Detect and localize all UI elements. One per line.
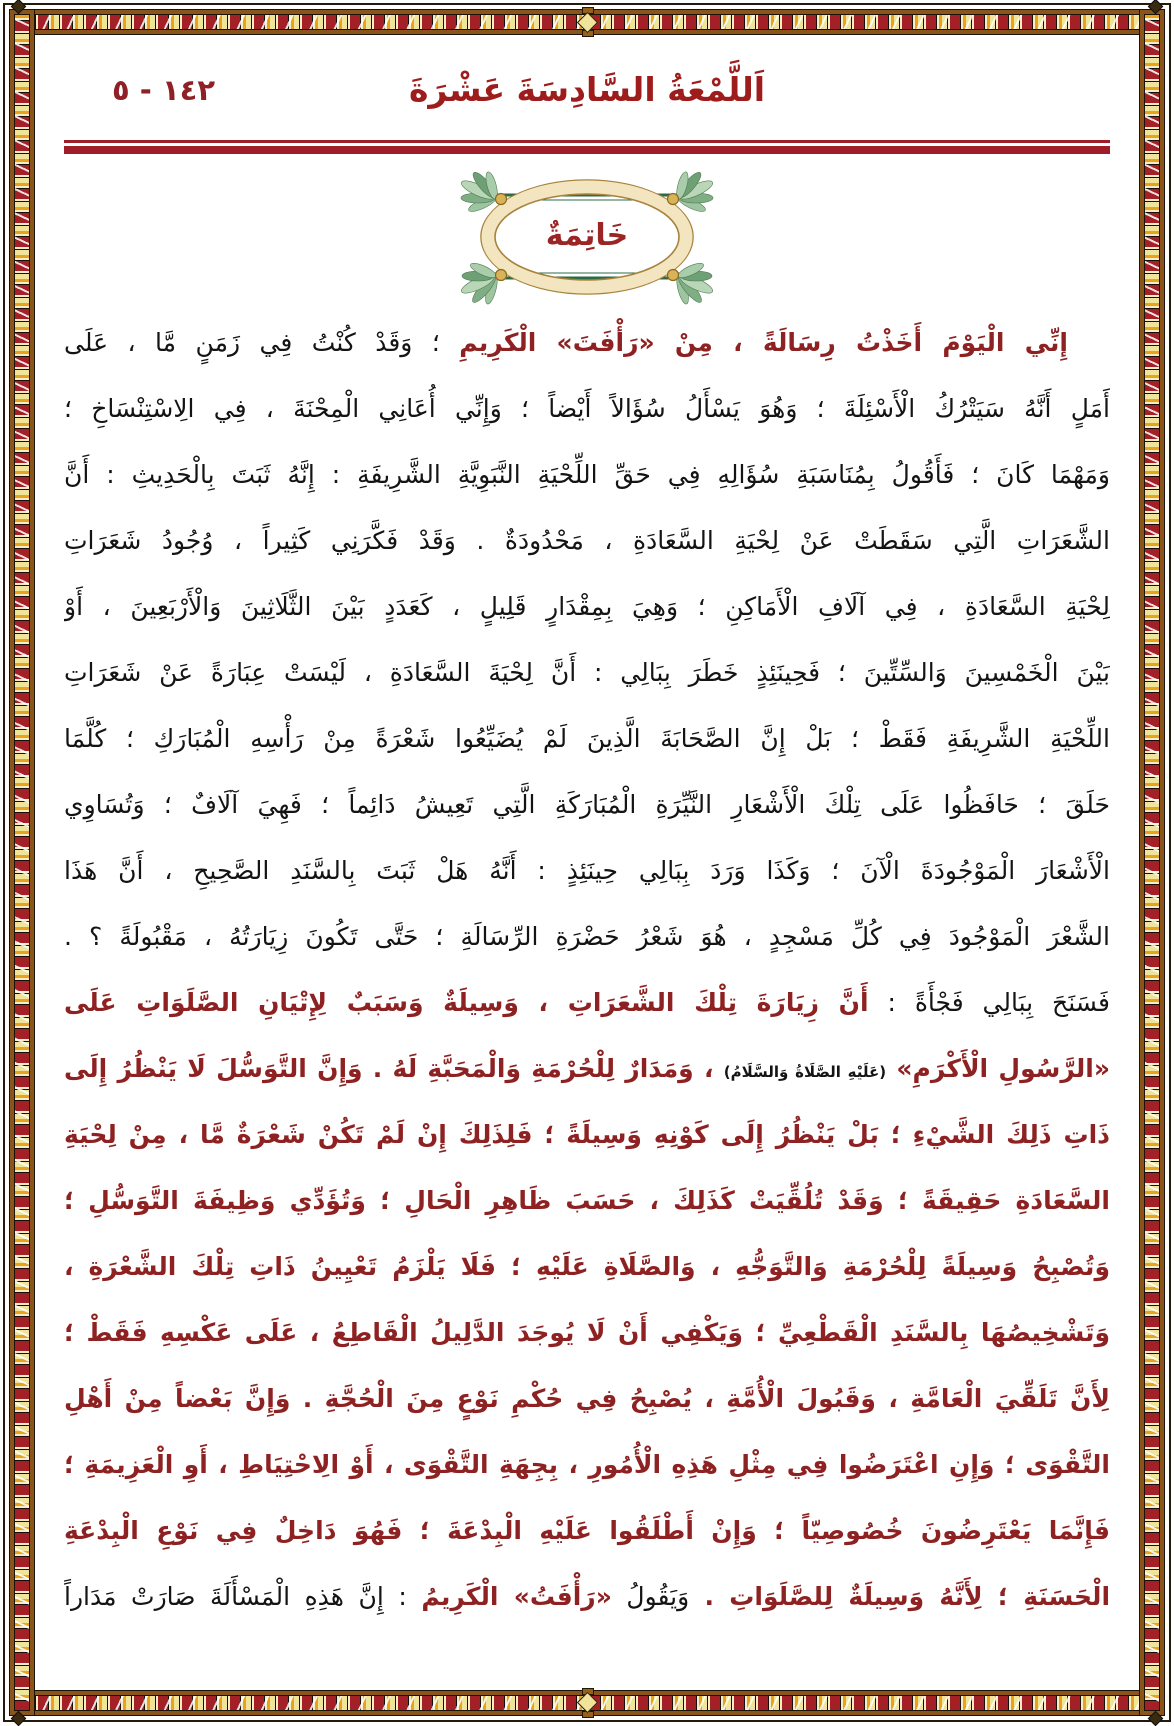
text-segment: الْأَشْعَارَ الْمَوْجُودَةَ الْآنَ ؛ وَكَذَا وَرَدَ بِبَالِي حِينَئِذٍ : أَنَّهُ هَلْ ثَبَتَ بِالسَّنَدِ الصَّحِيحِ ، أَنَّ هَذَا xyxy=(64,856,1110,885)
text-segment: وَتَشْخِيصُهَا بِالسَّنَدِ الْقَطْعِيِّ ؛ وَيَكْفِي أَنْ لَا يُوجَدَ الدَّلِيلُ الْقَاطِعُ ، عَلَى عَكْسِهِ فَقَطْ ؛ xyxy=(64,1318,1110,1347)
text-segment: ذَاتِ ذَلِكَ الشَّيْءِ ؛ بَلْ يَنْظُرُ إِلَى كَوْنِهِ وَسِيلَةً ؛ فَلِذَلِكَ إِنْ لَمْ تَكُنْ شَعْرَةٌ مَّا ، مِنْ لِحْيَةِ xyxy=(64,1120,1110,1149)
body-line-17 xyxy=(64,1366,1110,1432)
section-heading: خَاتِمَةٌ xyxy=(545,217,629,253)
text-segment: بَيْنَ الْخَمْسِينَ وَالسِّتِّينَ ؛ فَحِينَئِذٍ خَطَرَ بِبَالِي : أَنَّ لِحْيَةَ السَّعَادَةِ ، لَيْسَتْ عِبَارَةً عَنْ شَعَرَاتِ xyxy=(64,658,1110,687)
text-segment: لِحْيَةِ السَّعَادَةِ ، فِي آلَافِ الْأَمَاكِنِ ؛ وَهِيَ بِمِقْدَارٍ قَلِيلٍ ، كَعَدَدٍ بَيْنَ الثَّلَاثِينَ وَالْأَرْبَعِينَ ، أَوْ xyxy=(64,592,1110,621)
body-line-4 xyxy=(64,508,1110,574)
body-line-1 xyxy=(64,310,1110,376)
body-line-7 xyxy=(64,706,1110,772)
text-segment: وَتُصْبِحُ وَسِيلَةً لِلْحُرْمَةِ وَالتَّوَجُّهِ ، وَالصَّلَاةِ عَلَيْهِ ؛ فَلَا يَلْزَمُ تَعْيِينُ ذَاتِ تِلْكَ الشَّعْرَةِ ، xyxy=(64,1252,1110,1281)
text-segment: : إِنَّ هَذِهِ الْمَسْأَلَةَ صَارَتْ مَدَاراً xyxy=(64,1582,422,1611)
body-line-19 xyxy=(64,1498,1110,1564)
body-line-15 xyxy=(64,1234,1110,1300)
page-header xyxy=(64,58,1110,122)
body-line-16 xyxy=(64,1300,1110,1366)
text-segment: ، وَمَدَارٌ لِلْحُرْمَةِ وَالْمَحَبَّةِ لَهُ . وَإِنَّ التَّوَسُّلَ لَا يَنْظُرُ إِلَى xyxy=(64,1054,724,1083)
text-segment: لِأَنَّ تَلَقِّيَ الْعَامَّةِ ، وَقَبُولَ الْأُمَّةِ ، يُصْبِحُ فِي حُكْمِ نَوْعٍ مِنَ الْحُجَّةِ . وَإِنَّ بَعْضاً مِنْ أَهْلِ xyxy=(64,1384,1110,1413)
body-line-6 xyxy=(64,640,1110,706)
text-segment: فَسَنَحَ بِبَالِي فَجْأَةً : xyxy=(868,988,1110,1017)
header-divider xyxy=(64,140,1110,154)
text-segment: أَنَّ زِيَارَةَ تِلْكَ الشَّعَرَاتِ ، وَسِيلَةٌ وَسَبَبٌ لِإِتْيَانِ الصَّلَوَاتِ عَلَى xyxy=(64,988,869,1017)
text-segment: حَلَقَ ؛ حَافَظُوا عَلَى تِلْكَ الْأَشْعَارِ النَّيِّرَةِ الْمُبَارَكَةِ الَّتِي تَعِيشُ دَائِماً ؛ فَهِيَ آلَافٌ ؛ وَتُسَاوِي xyxy=(64,790,1110,819)
body-line-20 xyxy=(64,1564,1110,1630)
page-title: اَللَّمْعَةُ السَّادِسَةَ عَشْرَةَ xyxy=(408,70,766,109)
body-line-18 xyxy=(64,1432,1110,1498)
border-band-right xyxy=(1140,10,1164,1715)
text-segment: وَمَهْمَا كَانَ ؛ فَأَقُولُ بِمُنَاسَبَةِ سُؤَالِهِ فِي حَقِّ اللِّحْيَةِ النَّبَوِيَّةِ الشَّرِيفَةِ : إِنَّهُ ثَبَتَ بِالْحَدِيثِ : أَنَّ xyxy=(64,460,1110,489)
text-segment: أَمَلٍ أَنَّهُ سَيَتْرُكُ الْأَسْئِلَةَ ؛ وَهُوَ يَسْأَلُ سُؤَالاً أَيْضاً ؛ وَإِنِّي أُعَانِي الْمِحْنَةَ ، فِي الِاسْتِنْسَاخِ ؛ xyxy=(64,394,1110,423)
text-segment: «رَأْفَتُ» الْكَرِيمُ xyxy=(421,1582,612,1611)
section-ornament xyxy=(417,166,757,308)
text-segment: الْحَسَنَةِ ؛ لِأَنَّهُ وَسِيلَةٌ لِلصَّلَوَاتِ . xyxy=(689,1582,1110,1611)
text-segment: إِنِّي الْيَوْمَ أَخَذْتُ رِسَالَةً ، مِنْ «رَأْفَتَ» الْكَرِيمِ xyxy=(459,328,1068,357)
divider-thick-line xyxy=(64,146,1110,154)
body-line-9 xyxy=(64,838,1110,904)
text-segment: السَّعَادَةِ حَقِيقَةً ؛ وَقَدْ تُلُقِّيَتْ كَذَلِكَ ، حَسَبَ ظَاهِرِ الْحَالِ ؛ وَتُؤَدِّي وَظِيفَةَ التَّوَسُّلِ ؛ xyxy=(64,1186,1110,1215)
body-line-14 xyxy=(64,1168,1110,1234)
body-line-2 xyxy=(64,376,1110,442)
text-segment: «الرَّسُولِ الْأَكْرَمِ» xyxy=(886,1054,1110,1083)
page-content xyxy=(34,34,1140,1691)
body-line-11 xyxy=(64,970,1110,1036)
body-line-8 xyxy=(64,772,1110,838)
body-line-13 xyxy=(64,1102,1110,1168)
body-line-3 xyxy=(64,442,1110,508)
border-band-left xyxy=(10,10,34,1715)
text-segment: الشَّعْرَ الْمَوْجُودَ فِي كُلِّ مَسْجِدٍ ، هُوَ شَعْرُ حَضْرَةِ الرِّسَالَةِ ؛ حَتَّى تَكُونَ زِيَارَتُهُ ، مَقْبُولَةً ؟ . xyxy=(64,922,1110,951)
text-segment: الشَّعَرَاتِ الَّتِي سَقَطَتْ عَنْ لِحْيَةِ السَّعَادَةِ ، مَحْدُودَةٌ . وَقَدْ فَكَّرَنِي كَثِيراً ، وُجُودُ شَعَرَاتِ xyxy=(64,526,1110,555)
body-line-5 xyxy=(64,574,1110,640)
body-line-10 xyxy=(64,904,1110,970)
body-text xyxy=(64,310,1110,1630)
text-segment: وَيَقُولُ xyxy=(611,1582,690,1611)
text-segment: فَإِنَّمَا يَعْتَرِضُونَ خُصُوصِيّاً ؛ وَإِنْ أَطْلَقُوا عَلَيْهِ الْبِدْعَةَ ؛ فَهُوَ دَاخِلٌ فِي نَوْعِ الْبِدْعَةِ xyxy=(64,1516,1110,1545)
text-segment: التَّقْوَى ؛ وَإِنِ اعْتَرَضُوا فِي مِثْلِ هَذِهِ الْأُمُورِ ، بِجِهَةِ التَّقْوَى ، أَوْ الِاحْتِيَاطِ ، أَوِ الْعَزِيمَةِ ؛ xyxy=(64,1450,1110,1479)
text-segment: ؛ وَقَدْ كُنْتُ فِي زَمَنٍ مَّا ، عَلَى xyxy=(64,328,460,357)
body-line-12 xyxy=(64,1036,1110,1102)
page-number: ١٤٢ - ٥ xyxy=(112,73,216,107)
text-segment: اللِّحْيَةِ الشَّرِيفَةِ فَقَطْ ؛ بَلْ إِنَّ الصَّحَابَةَ الَّذِينَ لَمْ يُضَيِّعُوا شَعْرَةً مِنْ رَأْسِهِ الْمُبَارَكِ ؛ كُلَّمَا xyxy=(64,724,1110,753)
text-segment: (عَلَيْهِ الصَّلَاةُ وَالسَّلَامُ) xyxy=(723,1063,887,1081)
